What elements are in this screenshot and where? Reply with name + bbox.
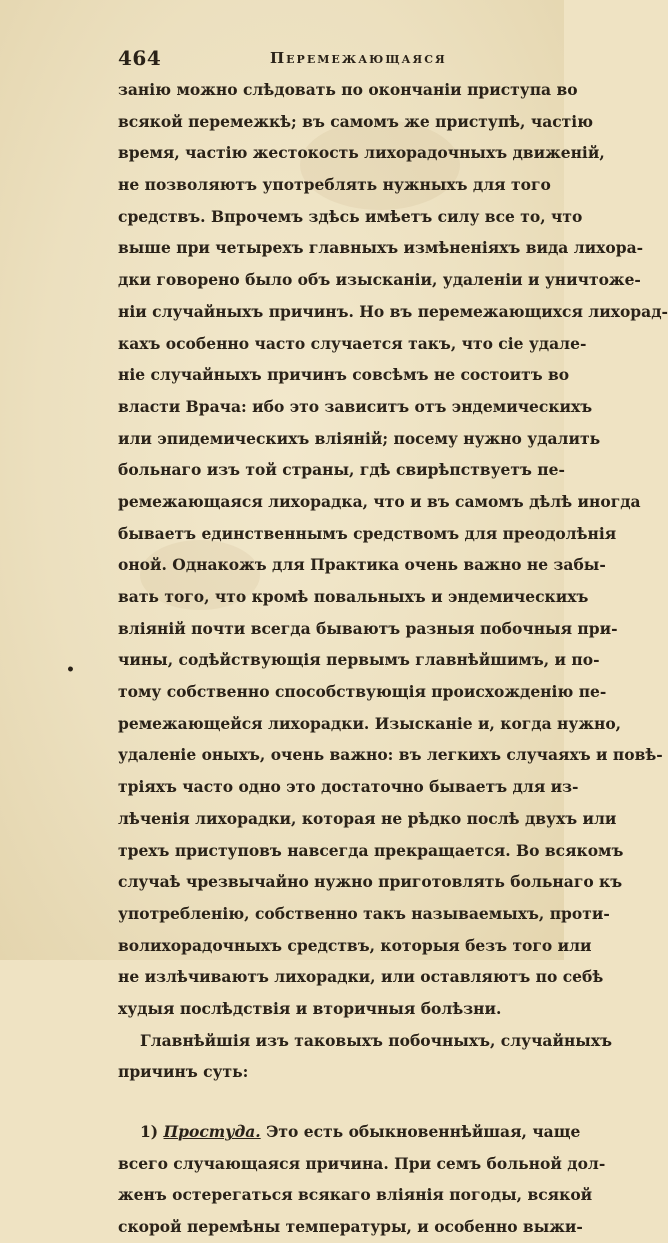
text-line: не излѣчиваютъ лихорадки, или оставляютъ по себѣ	[118, 967, 604, 987]
text-line: употребленію, собственно такъ называемыхъ, проти-	[118, 903, 610, 923]
text-line: волихорадочныхъ средствъ, которыя безъ того или	[118, 935, 592, 955]
running-title: Перемежающаяся	[270, 49, 447, 67]
text-line: худыя послѣдствія и вторичныя болѣзни.	[118, 998, 502, 1018]
list-item-line: женъ остерегаться всякаго вліянія погоды, всякой	[118, 1185, 593, 1205]
text-line: оной. Однакожъ для Практика очень важно не забы-	[118, 555, 606, 575]
list-item-line: скорой перемѣны температуры, и особенно выжи-	[118, 1217, 583, 1237]
item-text: Это есть обыкновеннѣйшая, чаще	[266, 1122, 581, 1141]
text-line: не позволяютъ употреблять нужныхъ для того	[118, 175, 551, 195]
text-line: кахъ особенно часто случается такъ, что сіе удале-	[118, 333, 587, 353]
text-line: вать того, что кромѣ повальныхъ и эндемическихъ	[118, 587, 589, 606]
list-item-line	[118, 1116, 581, 1148]
item-number: 1)	[140, 1122, 159, 1141]
text-line: ніи случайныхъ причинъ. Но въ перемежающихся лихорад-	[118, 301, 668, 321]
text-line: бываетъ единственнымъ средствомъ для преодолѣнія	[118, 523, 617, 543]
text-line: ніе случайныхъ причинъ совсѣмъ не состоитъ во	[118, 365, 570, 385]
paragraph-gap	[118, 1088, 538, 1116]
text-line: тому собственно способствующія происхожденію пе-	[118, 682, 607, 702]
text-line: чины, содѣйствующія первымъ главнѣйшимъ, и по-	[118, 650, 600, 670]
page-number: 464	[118, 46, 162, 70]
text-line: трехъ приступовъ навсегда прекращается. Во всякомъ	[118, 840, 624, 860]
paragraph-line: Главнѣйшія изъ таковыхъ побочныхъ, случайныхъ	[140, 1030, 612, 1050]
paragraph-line: причинъ суть:	[118, 1062, 249, 1082]
text-line: больнаго изъ той страны, гдѣ свирѣпствуетъ пе-	[118, 460, 565, 480]
text-line: всякой перемежкѣ; въ самомъ же приступѣ, частію	[118, 111, 594, 131]
text-line: власти Врача: ибо это зависитъ отъ эндемическихъ	[118, 396, 593, 416]
text-line: лѣченія лихорадки, которая не рѣдко послѣ двухъ или	[118, 808, 617, 828]
page-header	[118, 46, 538, 72]
text-line: тріяхъ часто одно это достаточно бываетъ для из-	[118, 777, 579, 797]
text-line: ремежающейся лихорадки. Изысканіе и, когда нужно,	[118, 713, 622, 733]
text-line: удаленіе оныхъ, очень важно: въ легкихъ случаяхъ и повѣ-	[118, 745, 663, 765]
text-line: или эпидемическихъ вліяній; посему нужно удалить	[118, 428, 601, 448]
item-term: Простуда.	[163, 1122, 261, 1141]
body-text	[118, 74, 668, 1243]
text-line: время, частію жестокость лихорадочныхъ движеній,	[118, 143, 605, 163]
text-line: ремежающаяся лихорадка, что и въ самомъ дѣлѣ иногда	[118, 491, 641, 511]
text-line: случаѣ чрезвычайно нужно приготовлять больнаго къ	[118, 872, 623, 892]
text-line: дки говорено было объ изысканіи, удаленіи и уничтоже-	[118, 270, 641, 290]
text-line: вліяній почти всегда бываютъ разныя побочныя при-	[118, 618, 618, 638]
margin-mark: •	[66, 662, 75, 678]
text-line: средствъ. Впрочемъ здѣсь имѣетъ силу все то, что	[118, 206, 583, 226]
text-line: занію можно слѣдовать по окончаніи приступа во	[118, 80, 578, 99]
list-item-line: всего случающаяся причина. При семъ больной дол-	[118, 1153, 606, 1173]
text-line: выше при четырехъ главныхъ измѣненіяхъ вида лихора-	[118, 238, 644, 258]
